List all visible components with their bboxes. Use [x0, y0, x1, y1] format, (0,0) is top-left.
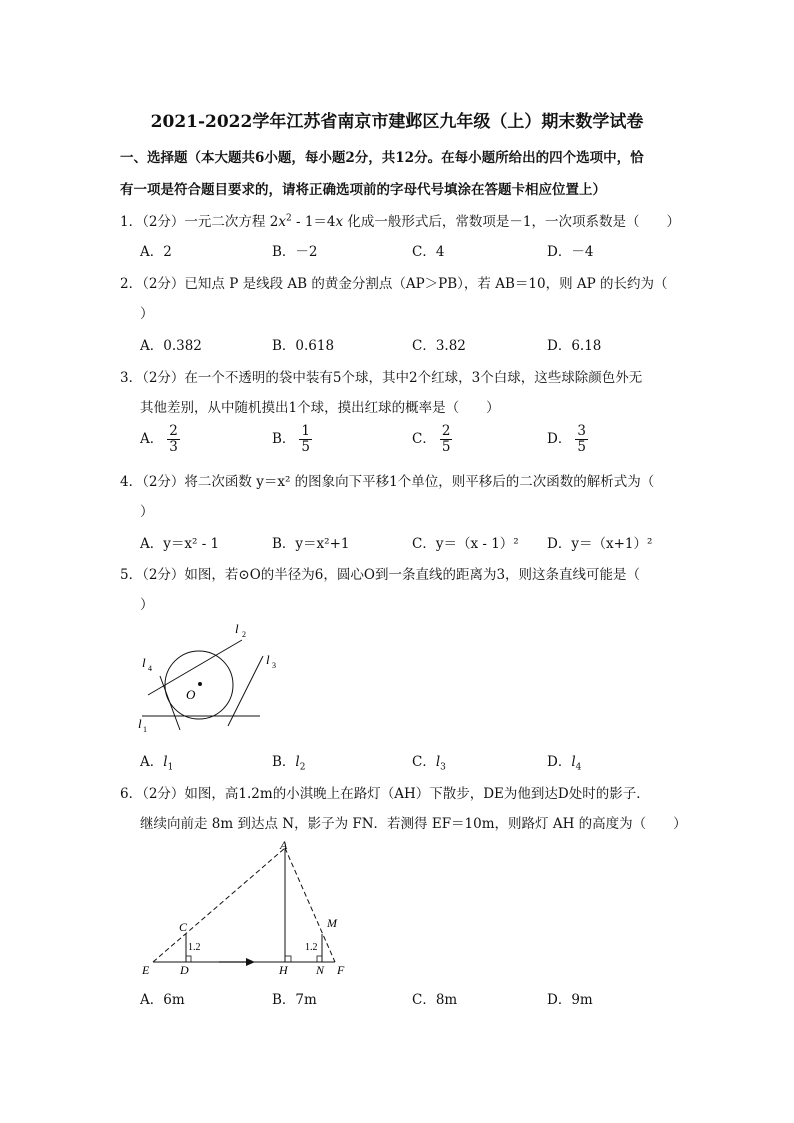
- q3-option-a-label: A．: [140, 431, 164, 447]
- label-l1: l: [138, 716, 142, 731]
- question-1-prefix: 1．（2分）一元二次方程 2: [120, 214, 279, 230]
- question-1: 1．（2分）一元二次方程 $2x^2 - 1=4x$ 化成一般形式后，常数项是－1，一次项系数是（ ）: [120, 213, 681, 230]
- q2-option-d[interactable]: D．6.18: [547, 338, 602, 354]
- q4-option-a[interactable]: A．y＝x² - 1: [140, 536, 220, 552]
- q5-option-b-label: B．: [272, 754, 296, 770]
- question-5-line1: 5．（2分）如图，若⊙O的半径为6，圆心O到一条直线的距离为3，则这条直线可能是（: [120, 567, 641, 583]
- q1-option-d[interactable]: D．－4: [547, 244, 594, 260]
- q3-option-d-fraction: [575, 424, 588, 455]
- label-l2-sub: 2: [242, 630, 246, 639]
- label-c: C: [179, 920, 188, 934]
- q5-option-a[interactable]: [140, 750, 173, 773]
- fraction-denominator: 3: [169, 439, 178, 455]
- question-1-suffix: 化成一般形式后，常数项是－1，一次项系数是（ ）: [343, 214, 681, 230]
- q1-option-a[interactable]: A．2: [140, 244, 172, 260]
- q5-option-d-var: l: [571, 754, 576, 770]
- fraction-denominator: 5: [577, 439, 586, 455]
- q6-option-c[interactable]: C．8m: [412, 992, 458, 1008]
- circle-lines-figure: [130, 618, 290, 743]
- label-a: A: [280, 838, 288, 852]
- q3-option-b[interactable]: [272, 424, 312, 455]
- q5-option-d-label: D．: [547, 754, 572, 770]
- fraction-denominator: 5: [441, 439, 451, 455]
- q3-option-c-label: C．: [412, 431, 436, 447]
- center-point: [198, 682, 202, 686]
- label-l4: l: [142, 655, 146, 670]
- q5-option-d-sub: 4: [575, 762, 582, 773]
- section-heading-line2: 有一项是符合题目要求的，请将正确选项前的字母代号填涂在答题卡相应位置上）: [120, 182, 606, 198]
- label-l3: l: [266, 652, 270, 667]
- q2-option-b[interactable]: B．0.618: [272, 338, 335, 354]
- question-4-line1: 4．（2分）将二次函数 y＝x² 的图象向下平移1个单位，则平移后的二次函数的解析式为（: [120, 474, 655, 490]
- q5-option-c[interactable]: [412, 750, 446, 773]
- label-f: F: [337, 963, 345, 977]
- q5-option-b-sub: 2: [299, 762, 306, 773]
- question-3-line2: 其他差别，从中随机摸出1个球，摸出红球的概率是（ ）: [140, 400, 500, 416]
- question-2-line1: 2．（2分）已知点 P 是线段 AB 的黄金分割点（AP＞PB），若 AB＝10，则 AP 的长约为（: [120, 276, 668, 292]
- q3-option-b-fraction: [299, 424, 312, 455]
- q4-option-b[interactable]: B．y＝x²+1: [272, 536, 350, 552]
- question-5-line2: ）: [140, 597, 154, 613]
- right-angle-n: [317, 956, 322, 962]
- right-angle-h: [285, 956, 291, 962]
- q2-option-c[interactable]: C．3.82: [412, 338, 466, 354]
- question-2-line2: ）: [140, 306, 154, 322]
- line-l4: [160, 676, 180, 730]
- label-h: H: [279, 963, 288, 977]
- q5-option-d[interactable]: [547, 750, 581, 773]
- street-light-figure: [135, 835, 360, 980]
- q6-option-a[interactable]: A．6m: [140, 992, 185, 1008]
- label-l3-sub: 3: [272, 661, 276, 670]
- fraction-denominator: 5: [301, 439, 311, 455]
- question-4-line2: ）: [140, 504, 154, 520]
- question-3-line1: 3．（2分）在一个不透明的袋中装有5个球，其中2个红球，3个白球，这些球除颜色外无: [120, 370, 643, 386]
- q4-option-c[interactable]: C．y＝（x - 1）²: [412, 536, 519, 552]
- label-l2: l: [235, 621, 239, 636]
- walk-arrow-icon: [246, 958, 255, 966]
- q5-option-c-sub: 3: [440, 762, 446, 773]
- q1-option-b[interactable]: B．－2: [272, 244, 318, 260]
- question-6-line2: 继续向前走 8m 到达点 N，影子为 FN．若测得 EF＝10m，则路灯 AH 的高度为（ ）: [140, 816, 687, 832]
- label-e: E: [142, 963, 150, 977]
- fraction-numerator: 1: [301, 423, 311, 439]
- q6-option-d[interactable]: D．9m: [547, 992, 593, 1008]
- label-l4-sub: 4: [148, 664, 152, 673]
- ray-ae: [153, 848, 285, 962]
- label-n: N: [316, 963, 325, 977]
- right-angle-d: [186, 956, 191, 962]
- q5-option-b-var: l: [295, 754, 300, 770]
- q3-option-d[interactable]: [547, 424, 588, 455]
- q3-option-a-fraction: [167, 424, 180, 455]
- q2-option-a[interactable]: A．0.382: [140, 338, 202, 354]
- question-6-line1: 6．（2分）如图，高1.2m的小淇晚上在路灯（AH）下散步，DE为他到达D处时的影子．: [120, 786, 650, 802]
- q3-option-c[interactable]: [412, 424, 452, 455]
- q5-option-c-var: l: [435, 754, 441, 770]
- q4-option-d[interactable]: D．y＝（x+1）²: [547, 536, 653, 552]
- label-l1-sub: 1: [143, 725, 147, 734]
- label-d: D: [180, 963, 189, 977]
- label-height-mn: 1.2: [305, 942, 318, 953]
- page-title: 2021-2022学年江苏省南京市建邺区九年级（上）期末数学试卷: [150, 112, 644, 132]
- fraction-numerator: 2: [169, 423, 178, 439]
- q5-option-c-label: C．: [412, 754, 436, 770]
- label-height-cd: 1.2: [188, 942, 201, 953]
- q5-option-b[interactable]: [272, 750, 305, 773]
- center-label: O: [186, 687, 196, 702]
- q5-option-a-label: A．: [140, 754, 164, 770]
- question-1-mid: - 1＝4: [291, 214, 336, 230]
- label-m: M: [327, 916, 337, 930]
- fraction-numerator: 3: [577, 423, 586, 439]
- q3-option-d-label: D．: [547, 431, 572, 447]
- q1-option-c[interactable]: C．4: [412, 244, 445, 260]
- q5-option-a-sub: 1: [167, 762, 174, 773]
- fraction-numerator: 2: [441, 423, 451, 439]
- q6-option-b[interactable]: B．7m: [272, 992, 317, 1008]
- q3-option-b-label: B．: [272, 431, 296, 447]
- q3-option-a[interactable]: [140, 424, 180, 455]
- section-heading-line1: 一、选择题（本大题共6小题，每小题2分，共12分。在每小题所给出的四个选项中，恰: [120, 150, 644, 166]
- q5-option-a-var: l: [163, 754, 168, 770]
- q3-option-c-fraction: [440, 424, 453, 455]
